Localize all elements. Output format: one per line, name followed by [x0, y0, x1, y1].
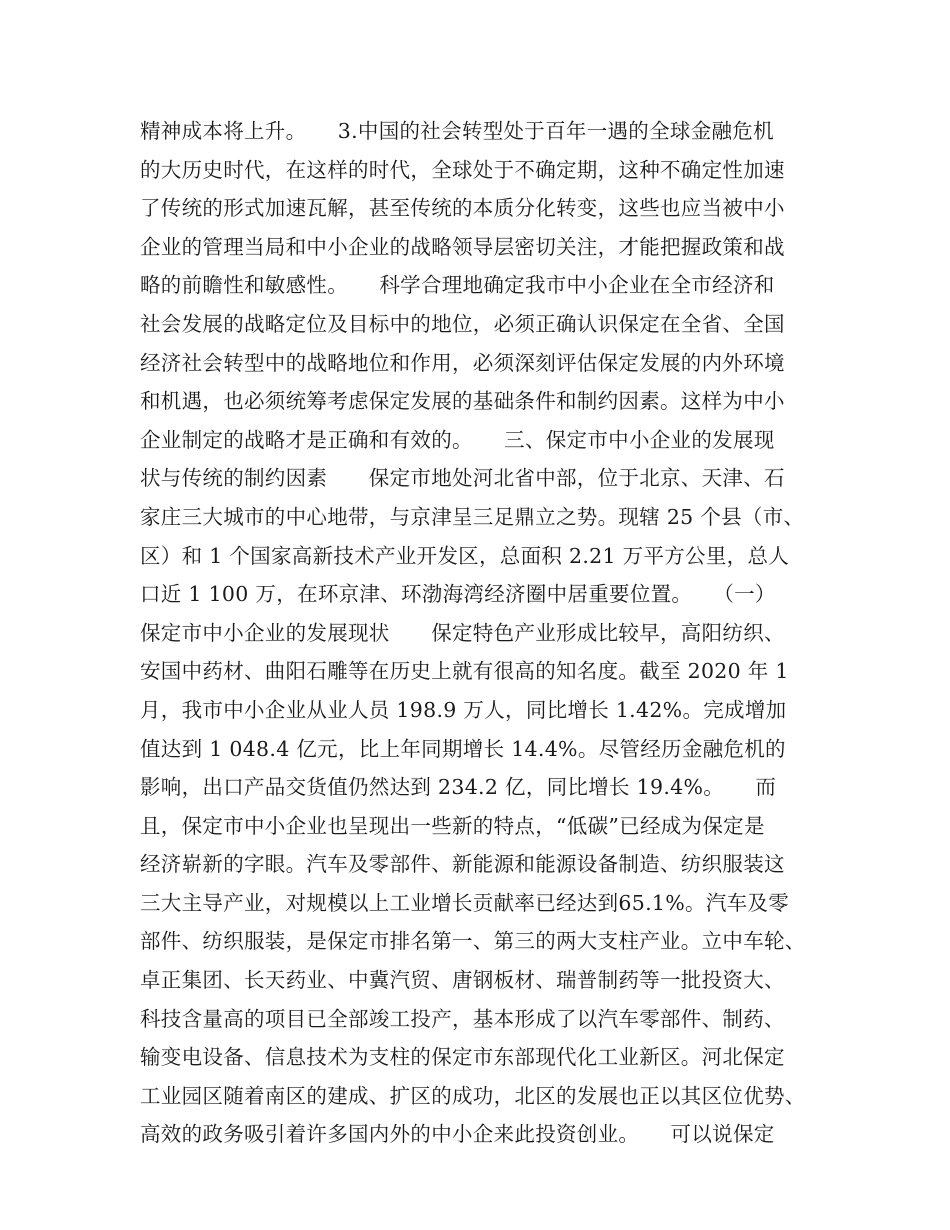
text-line: 值达到 1 048.4 亿元，比上年同期增长 14.4%。尽管经历金融危机的: [140, 736, 786, 761]
text-line: 的大历史时代，在这样的时代，全球处于不确定期，这种不确定性加速: [140, 157, 785, 182]
text-line: 安国中药材、曲阳石雕等在历史上就有很高的知名度。截至 2020 年 1: [140, 659, 789, 684]
text-line: 保定市中小企业的发展现状 保定特色产业形成比较早，高阳纺织、: [140, 620, 785, 645]
text-line: 状与传统的制约因素 保定市地处河北省中部，位于北京、天津、石: [140, 466, 785, 491]
text-line: 和机遇，也必须统筹考虑保定发展的基础条件和制约因素。这样为中小: [140, 389, 785, 414]
body-text: [140, 112, 840, 1154]
text-line: 卓正集团、长天药业、中冀汽贸、唐钢板材、瑞普制药等一批投资大、: [140, 968, 785, 993]
text-line: 了传统的形式加速瓦解，甚至传统的本质分化转变，这些也应当被中小: [140, 196, 785, 221]
text-line: 略的前瞻性和敏感性。 科学合理地确定我市中小企业在全市经济和: [140, 273, 775, 298]
text-line: 且，保定市中小企业也呈现出一些新的特点，“低碳”已经成为保定是: [140, 813, 765, 838]
text-line: 经济社会转型中的战略地位和作用，必须深刻评估保定发展的内外环境: [140, 350, 785, 375]
text-line: 经济崭新的字眼。汽车及零部件、新能源和能源设备制造、纺织服装这: [140, 852, 785, 877]
text-line: 影响，出口产品交货值仍然达到 234.2 亿，同比增长 19.4%。 而: [140, 775, 777, 800]
text-line: 精神成本将上升。 3.中国的社会转型处于百年一遇的全球金融危机: [140, 119, 774, 143]
text-line: 家庄三大城市的中心地带，与京津呈三足鼎立之势。现辖 25 个县（市、: [140, 504, 805, 529]
text-line: 月，我市中小企业从业人员 198.9 万人，同比增长 1.42%。完成增加: [140, 697, 787, 722]
text-line: 工业园区随着南区的建成、扩区的成功，北区的发展也正以其区位优势、: [140, 1083, 806, 1108]
text-line: 口近 1 100 万，在环京津、环渤海湾经济圈中居重要位置。 （一）: [140, 582, 776, 607]
text-line: 企业的管理当局和中小企业的战略领导层密切关注，才能把握政策和战: [140, 234, 785, 259]
text-line: 三大主导产业，对规模以上工业增长贡献率已经达到65.1%。汽车及零: [140, 890, 790, 915]
text-line: 区）和 1 个国家高新技术产业开发区，总面积 2.21 万平方公里，总人: [140, 543, 790, 568]
text-line: 科技含量高的项目已全部竣工投产，基本形成了以汽车零部件、制药、: [140, 1006, 785, 1031]
text-line: 输变电设备、信息技术为支柱的保定市东部现代化工业新区。河北保定: [140, 1045, 785, 1070]
text-line: 社会发展的战略定位及目标中的地位，必须正确认识保定在全省、全国: [140, 311, 785, 336]
text-line: 高效的政务吸引着许多国内外的中小企来此投资创业。 可以说保定: [140, 1122, 775, 1147]
text-line: 企业制定的战略才是正确和有效的。 三、保定市中小企业的发展现: [140, 427, 775, 452]
text-line: 部件、纺织服装，是保定市排名第一、第三的两大支柱产业。立中车轮、: [140, 929, 806, 954]
